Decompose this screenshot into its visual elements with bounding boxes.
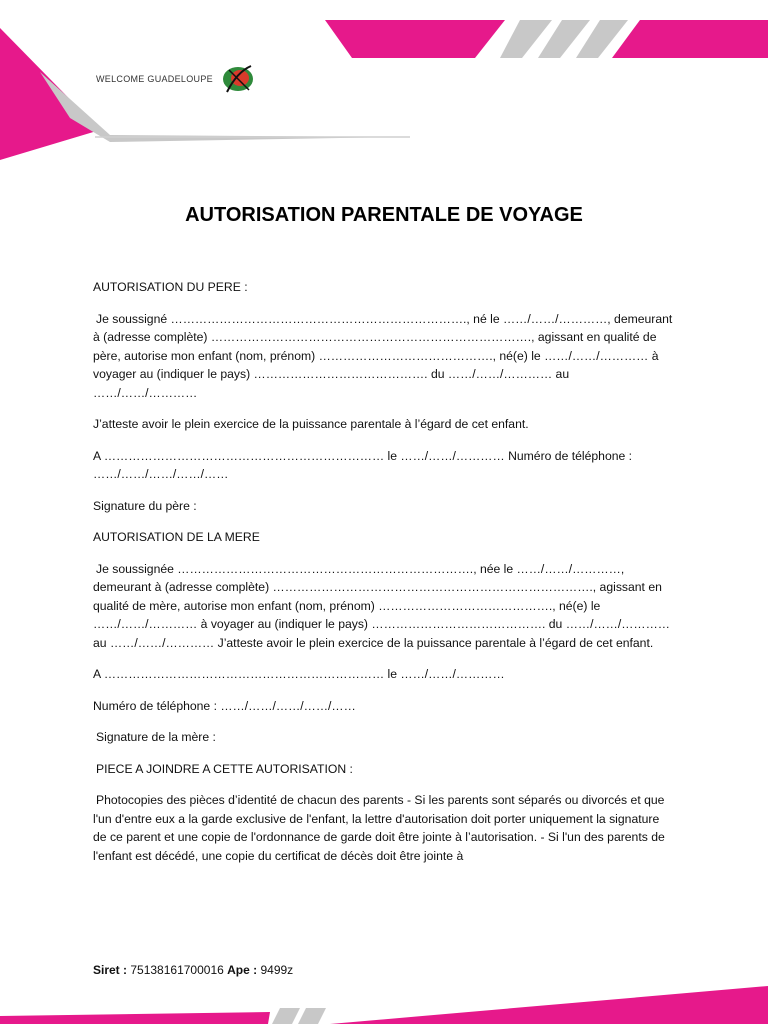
document-body xyxy=(93,278,673,878)
footer-magenta-sweep xyxy=(330,986,768,1024)
footer-decoration xyxy=(0,944,768,1024)
footer-gray-stripe-2 xyxy=(298,1008,326,1024)
father-signature-label: Signature du père : xyxy=(93,498,197,513)
mother-signature-label: Signature de la mère : xyxy=(96,730,216,744)
siret-value: 75138161700016 xyxy=(130,963,224,977)
document-title: AUTORISATION PARENTALE DE VOYAGE xyxy=(185,204,583,226)
mother-heading: AUTORISATION DE LA MERE xyxy=(93,530,260,544)
attachments-heading: PIECE A JOINDRE A CETTE AUTORISATION : xyxy=(96,761,353,776)
footer-magenta-left-band xyxy=(0,1012,270,1024)
header-left-magenta-shape xyxy=(0,28,100,160)
father-place-date-phone: A …………………………………………………………… le ……/……/………… Numéro de téléphone : ……/……/……/……/…… xyxy=(93,448,633,481)
mother-declaration: Je soussignée ………………………………………………………………., née le ……/……/…………, demeurant à (adresse complète) ……………………………………………………………………., agissant en qualité de mère, autorise mon enfant (nom, prénom) ……………………………………., né(e) le ……/……/………… à voyager au (indiquer le pays) ……………………………………. du ……/……/………… au ……/……/………… J’atteste avoir le plein exercice de la puissance parentale à l’égard de cet enfant. xyxy=(93,561,670,650)
footer-gray-stripe-1 xyxy=(272,1008,300,1024)
attachments-text: Photocopies des pièces d’identité de chacun des parents - Si les parents sont séparés ou divorcés et que l'un d'entre eux a la garde exclusive de l'enfant, la lettre d'autorisation doit porter uniquement la signature de ce parent et une copie de l'ordonnance de garde doit être jointe à l’autorisation. - Si l'un des parents de l'enfant est décédé, une copie du certificat de décès doit être jointe à xyxy=(93,793,665,863)
mother-place-date: A …………………………………………………………… le ……/……/………… xyxy=(93,667,505,681)
header-right-magenta-band xyxy=(325,20,505,58)
father-declaration: Je soussigné ………………………………………………………………., né le ……/……/…………, demeurant à (adresse complète) ……………………………………………………………………., agissant en qualité de père, autorise mon enfant (nom, prénom) ……………………………………., né(e) le ……/……/………… à voyager au (indiquer le pays) ……………………………………. du ……/……/………… au ……/……/………… xyxy=(93,311,673,400)
header-right-magenta-block xyxy=(612,20,768,58)
siret-label: Siret : xyxy=(93,963,128,977)
guadeloupe-logo-icon xyxy=(219,62,257,96)
father-attestation: J’atteste avoir le plein exercice de la puissance parentale à l’égard de cet enfant. xyxy=(93,417,529,431)
brand-logo xyxy=(96,62,257,96)
ape-label: Ape : xyxy=(227,963,258,977)
ape-value: 9499z xyxy=(260,963,294,977)
mother-phone: Numéro de téléphone : ……/……/……/……/…… xyxy=(93,698,356,713)
brand-name: WELCOME GUADELOUPE xyxy=(96,74,213,84)
father-heading: AUTORISATION DU PERE : xyxy=(93,280,248,294)
